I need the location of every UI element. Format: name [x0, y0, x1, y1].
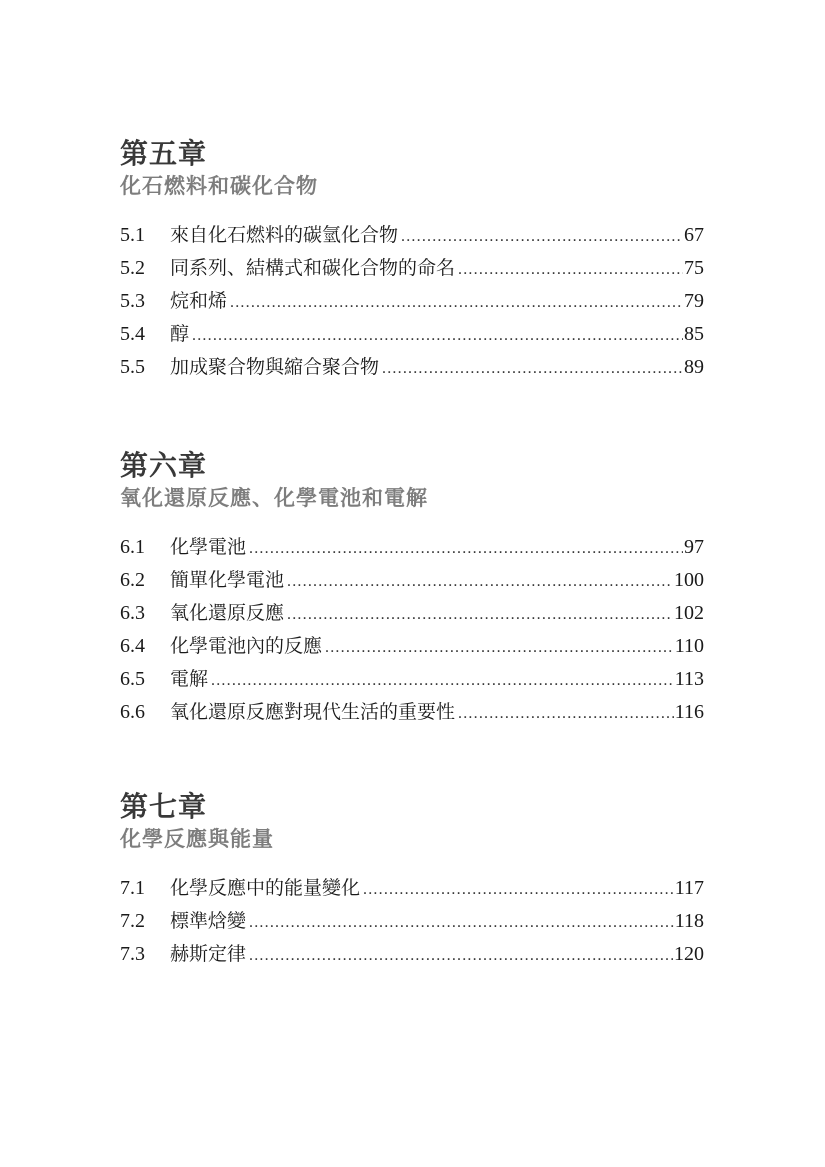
section-number: 6.4	[120, 635, 145, 657]
toc-entry[interactable]	[120, 564, 704, 597]
section-number: 5.1	[120, 224, 145, 246]
toc-entry[interactable]	[120, 938, 704, 971]
section-number: 7.3	[120, 943, 145, 965]
section-title: 化學電池	[170, 536, 247, 558]
chapter-title: 第六章	[120, 449, 208, 482]
page-number: 79	[684, 290, 704, 312]
chapter-subtitle: 化石燃料和碳化合物	[120, 173, 318, 198]
toc-entry[interactable]	[120, 597, 704, 630]
page-number: 113	[674, 668, 704, 690]
toc-entry[interactable]	[120, 252, 704, 285]
section-title: 簡單化學電池	[170, 569, 285, 591]
dot-leader	[382, 352, 683, 385]
section-title: 同系列、結構式和碳化合物的命名	[170, 257, 456, 279]
toc-entry[interactable]	[120, 351, 704, 384]
section-title: 氧化還原反應	[170, 602, 285, 624]
toc-entry[interactable]	[120, 630, 704, 663]
section-title: 氧化還原反應對現代生活的重要性	[170, 701, 456, 723]
page-number: 85	[684, 323, 704, 345]
dot-leader	[458, 697, 674, 730]
page-number: 110	[674, 635, 704, 657]
toc-entry-list	[120, 531, 704, 729]
section-title: 來自化石燃料的碳氫化合物	[170, 224, 399, 246]
dot-leader	[249, 906, 674, 939]
chapter-5	[120, 137, 704, 384]
section-title: 電解	[170, 668, 209, 690]
chapter-title: 第五章	[120, 137, 208, 170]
toc-entry[interactable]	[120, 285, 704, 318]
page-number: 100	[674, 569, 704, 591]
page-number: 67	[684, 224, 704, 246]
toc-entry-list	[120, 219, 704, 384]
dot-leader	[192, 319, 683, 352]
page-number: 97	[684, 536, 704, 558]
section-title: 加成聚合物與縮合聚合物	[170, 356, 380, 378]
section-number: 6.3	[120, 602, 145, 624]
section-number: 6.5	[120, 668, 145, 690]
section-title: 標準焓變	[170, 910, 247, 932]
section-title: 化學反應中的能量變化	[170, 877, 361, 899]
section-number: 6.2	[120, 569, 145, 591]
chapter-7	[120, 790, 704, 971]
section-number: 7.2	[120, 910, 145, 932]
section-number: 5.3	[120, 290, 145, 312]
toc-entry[interactable]	[120, 905, 704, 938]
toc-entry[interactable]	[120, 696, 704, 729]
section-title: 化學電池內的反應	[170, 635, 323, 657]
page-number: 75	[684, 257, 704, 279]
dot-leader	[249, 532, 683, 565]
page-number: 116	[674, 701, 704, 723]
toc-entry-list	[120, 872, 704, 971]
chapter-subtitle: 氧化還原反應、化學電池和電解	[120, 485, 428, 510]
page-number: 118	[674, 910, 704, 932]
toc-entry[interactable]	[120, 219, 704, 252]
section-number: 6.1	[120, 536, 145, 558]
section-title: 赫斯定律	[170, 943, 247, 965]
section-title: 烷和烯	[170, 290, 228, 312]
page-number: 102	[674, 602, 704, 624]
toc-entry[interactable]	[120, 318, 704, 351]
page-number: 89	[684, 356, 704, 378]
toc-entry[interactable]	[120, 531, 704, 564]
chapter-title: 第七章	[120, 790, 208, 823]
page-number: 117	[674, 877, 704, 899]
toc-entry[interactable]	[120, 663, 704, 696]
dot-leader	[249, 939, 673, 972]
section-number: 6.6	[120, 701, 145, 723]
section-number: 7.1	[120, 877, 145, 899]
section-number: 5.5	[120, 356, 145, 378]
dot-leader	[363, 873, 674, 906]
toc-entry[interactable]	[120, 872, 704, 905]
section-number: 5.2	[120, 257, 145, 279]
dot-leader	[325, 631, 674, 664]
page-number: 120	[674, 943, 704, 965]
dot-leader	[458, 253, 683, 286]
chapter-subtitle: 化學反應與能量	[120, 826, 274, 851]
dot-leader	[401, 220, 683, 253]
dot-leader	[230, 286, 683, 319]
section-title: 醇	[170, 323, 190, 345]
dot-leader	[211, 664, 674, 697]
dot-leader	[287, 565, 673, 598]
chapter-6	[120, 449, 704, 729]
section-number: 5.4	[120, 323, 145, 345]
dot-leader	[287, 598, 673, 631]
